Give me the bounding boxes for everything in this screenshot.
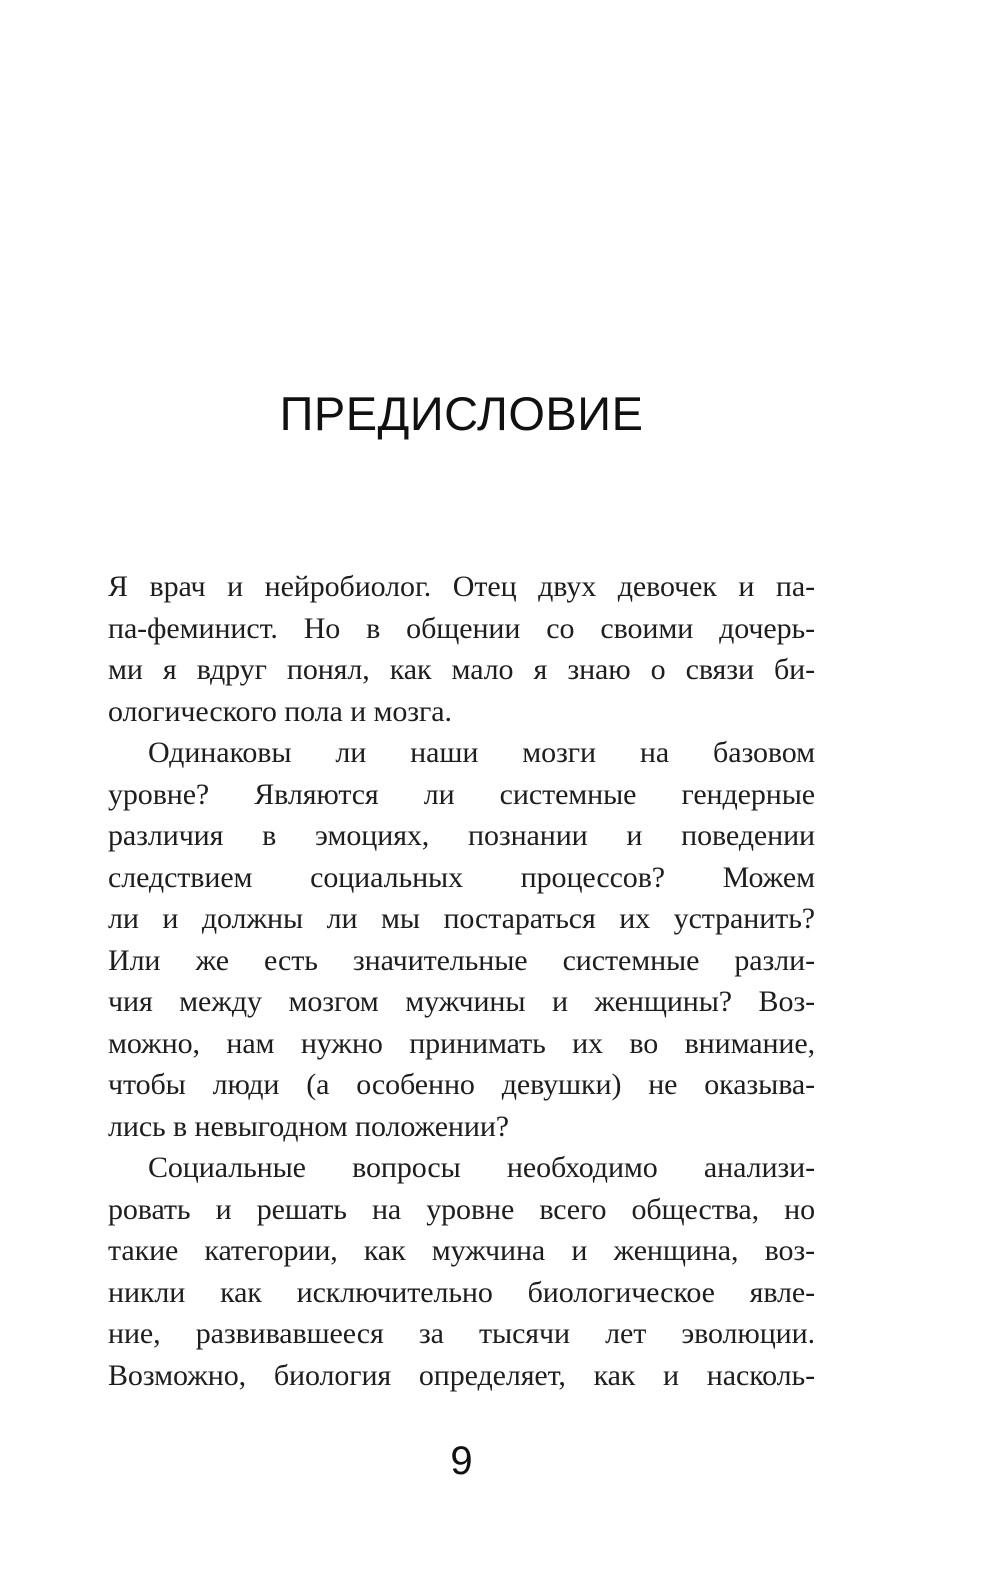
- text-line: ли и должны ли мы постараться их устранить?: [108, 902, 815, 935]
- text-line: такие категории, как мужчина и женщина, воз-: [108, 1234, 815, 1267]
- text-line: ми я вдруг понял, как мало я знаю о связи би-: [108, 653, 815, 686]
- text-line: ровать и решать на уровне всего общества, но: [108, 1192, 815, 1226]
- text-line: лись в невыгодном положении?: [108, 1109, 510, 1143]
- text-line: можно, нам нужно принимать их во внимание,: [108, 1026, 815, 1060]
- text-line: чтобы люди (а особенно девушки) не оказыва-: [108, 1068, 815, 1101]
- text-line: следствием социальных процессов? Можем: [108, 860, 815, 894]
- chapter-title: ПРЕДИСЛОВИЕ: [279, 387, 644, 440]
- text-line: различия в эмоциях, познании и поведении: [108, 819, 815, 852]
- text-line: Или же есть значительные системные разли-: [108, 943, 815, 977]
- text-line: уровне? Являются ли системные гендерные: [108, 777, 815, 811]
- text-line: никли как исключительно биологическое явле-: [108, 1275, 815, 1309]
- page-number: 9: [450, 1439, 473, 1483]
- paragraph: [108, 566, 815, 732]
- text-block: [108, 566, 815, 1396]
- text-line: Я врач и нейробиолог. Отец двух девочек и па-: [108, 570, 815, 603]
- text-line: ологического пола и мозга.: [108, 694, 452, 728]
- paragraph: [108, 1147, 815, 1396]
- text-line: Возможно, биология определяет, как и насколь-: [108, 1358, 815, 1392]
- paragraph: [108, 732, 815, 1147]
- text-line: ние, развивавшееся за тысячи лет эволюции.: [108, 1317, 815, 1350]
- text-line: Одинаковы ли наши мозги на базовом: [148, 736, 815, 769]
- text-line: па-феминист. Но в общении со своими дочерь-: [108, 611, 815, 645]
- text-line: чия между мозгом мужчины и женщины? Воз-: [108, 985, 815, 1018]
- text-line: Социальные вопросы необходимо анализи-: [148, 1151, 815, 1184]
